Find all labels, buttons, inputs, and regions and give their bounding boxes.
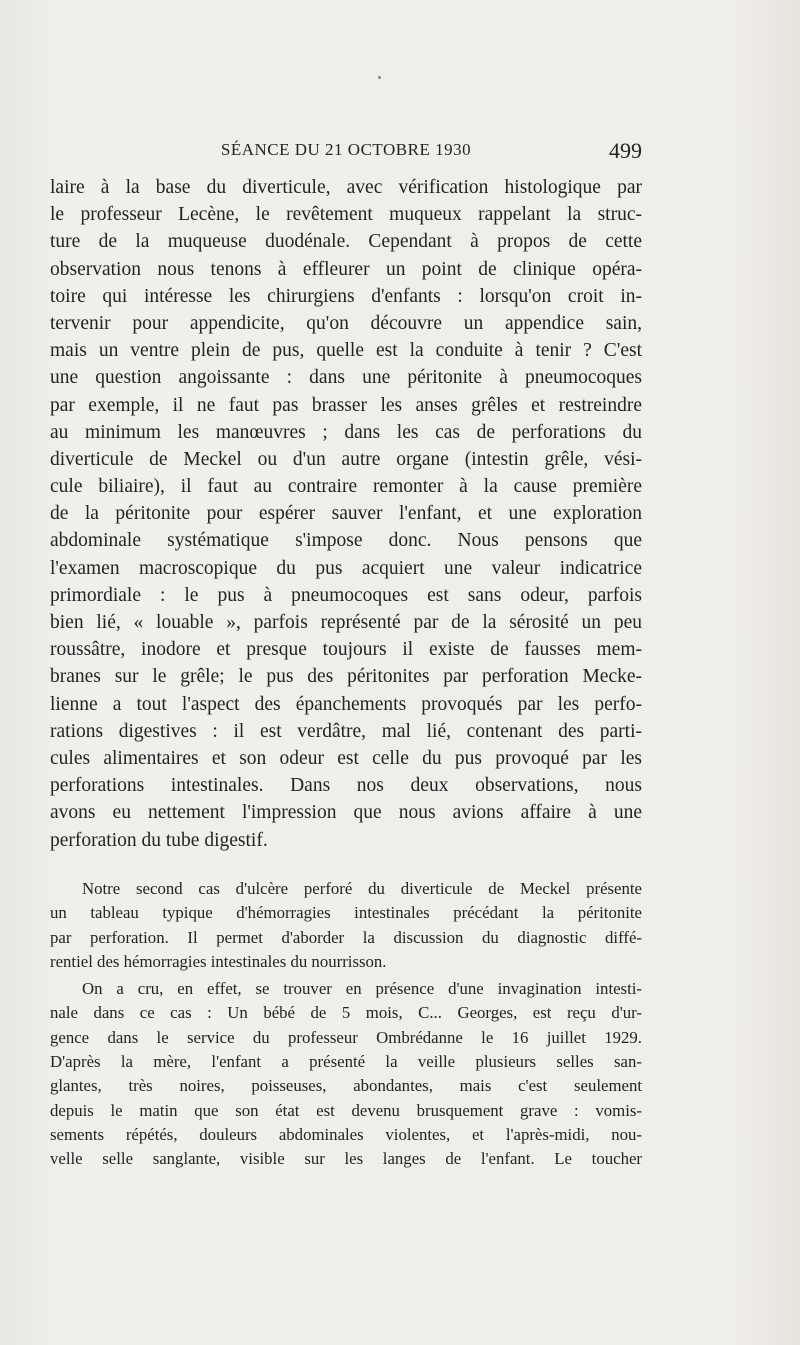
text-line: perforation du tube digestif. xyxy=(50,829,268,851)
text-line: au minimum les manœuvres ; dans les cas de perforations du xyxy=(50,421,642,443)
text-line: mais un ventre plein de pus, quelle est la conduite à tenir ? C'est xyxy=(50,340,642,362)
text-line: cules alimentaires et son odeur est celle du pus provoqué par les xyxy=(50,747,642,769)
small-text-line: velle selle sanglante, visible sur les langes de l'enfant. Le toucher xyxy=(50,1149,642,1169)
text-line: perforations intestinales. Dans nos deux observations, nous xyxy=(50,775,642,797)
small-text-line: par perforation. Il permet d'aborder la discussion du diagnostic diffé- xyxy=(50,927,642,947)
small-text-line: depuis le matin que son état est devenu brusquement grave : vomis- xyxy=(50,1100,642,1120)
text-line: branes sur le grêle; le pus des péritonites par perforation Mecke- xyxy=(50,666,642,688)
small-text-line: glantes, très noires, poisseuses, abondantes, mais c'est seulement xyxy=(50,1076,642,1096)
main-text-block xyxy=(50,174,642,854)
text-line: ture de la muqueuse duodénale. Cependant à propos de cette xyxy=(50,231,642,253)
small-text-line: Notre second cas d'ulcère perforé du diverticule de Meckel présente xyxy=(82,879,642,898)
text-line: le professeur Lecène, le revêtement muqueux rappelant la struc- xyxy=(50,204,642,226)
text-line: cule biliaire), il faut au contraire remonter à la cause première xyxy=(50,476,642,498)
text-line: avons eu nettement l'impression que nous avions affaire à une xyxy=(50,802,642,824)
small-text-line: D'après la mère, l'enfant a présenté la veille plusieurs selles san- xyxy=(50,1052,642,1072)
small-text-line: On a cru, en effet, se trouver en présence d'une invagination intesti- xyxy=(82,979,642,999)
text-line: primordiale : le pus à pneumocoques est sans odeur, parfois xyxy=(50,584,642,606)
text-line: bien lié, « louable », parfois représenté par de la sérosité un peu xyxy=(50,612,642,633)
text-line: roussâtre, inodore et presque toujours il existe de fausses mem- xyxy=(50,639,642,661)
text-line: abdominale systématique s'impose donc. Nous pensons que xyxy=(50,530,642,552)
small-text-line: gence dans le service du professeur Ombrédanne le 16 juillet 1929. xyxy=(50,1027,642,1047)
small-text-line: sements répétés, douleurs abdominales violentes, et l'après-midi, nou- xyxy=(50,1124,642,1144)
text-line: tervenir pour appendicite, qu'on découvre un appendice sain, xyxy=(50,312,642,334)
text-line: observation nous tenons à effleurer un point de clinique opéra- xyxy=(50,258,642,280)
small-text-line: un tableau typique d'hémorragies intestinales précédant la péritonite xyxy=(50,903,642,923)
text-line: l'examen macroscopique du pus acquiert une valeur indicatrice xyxy=(50,557,642,579)
small-print-block xyxy=(50,877,642,1172)
running-title: SÉANCE DU 21 OCTOBRE 1930 xyxy=(220,140,472,159)
small-text-line: nale dans ce cas : Un bébé de 5 mois, C... Georges, est reçu d'ur- xyxy=(50,1003,642,1023)
text-line: une question angoissante : dans une péritonite à pneumocoques xyxy=(50,367,642,389)
text-line: lienne a tout l'aspect des épanchements provoqués par les perfo- xyxy=(50,693,642,715)
text-line: rations digestives : il est verdâtre, mal lié, contenant des parti- xyxy=(50,720,642,742)
text-line: par exemple, il ne faut pas brasser les anses grêles et restreindre xyxy=(50,394,642,416)
paper-speck xyxy=(378,76,381,79)
page-number: 499 xyxy=(609,138,642,163)
text-line: diverticule de Meckel ou d'un autre organe (intestin grêle, vési- xyxy=(50,448,642,470)
text-line: toire qui intéresse les chirurgiens d'enfants : lorsqu'on croit in- xyxy=(50,285,642,307)
small-text-line: rentiel des hémorragies intestinales du nourrisson. xyxy=(50,951,387,971)
page-header xyxy=(50,132,642,172)
text-line: laire à la base du diverticule, avec vérification histologique par xyxy=(50,177,642,198)
text-line: de la péritonite pour espérer sauver l'enfant, et une exploration xyxy=(50,503,642,525)
